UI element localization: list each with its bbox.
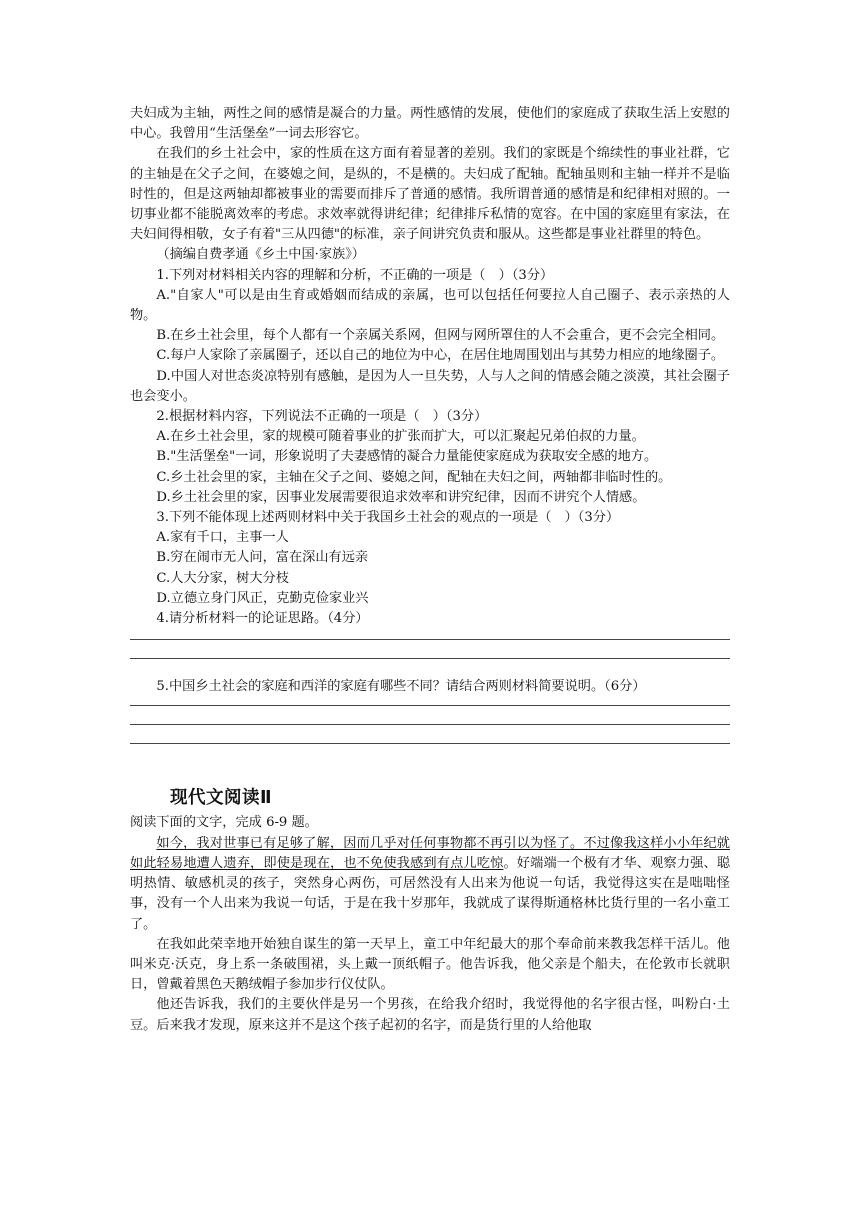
question-3-option-b: B.穷在闹市无人问，富在深山有远亲 — [156, 550, 369, 566]
question-1-option-c: C.每户人家除了亲属圈子，还以自己的地位为中心，在居住地周围划出与其势力相应的地缘圈子。 — [156, 348, 725, 364]
answer-line — [130, 705, 730, 706]
question-4-stem: 4.请分析材料一的论证思路。（4分） — [156, 611, 369, 627]
question-2-option-d: D.乡土社会里的家，因事业发展需要很追求效率和讲究纪律，因而不讲究个人情感。 — [156, 489, 646, 505]
answer-line — [130, 743, 730, 744]
question-2-option-b: B."生活堡垒"一词，形象说明了夫妻感情的凝合力量能使家庭成为获取安全感的地方。 — [156, 449, 658, 465]
answer-line — [130, 658, 730, 659]
material-paragraph-1: 夫妇成为主轴，两性之间的感情是凝合的力量。两性感情的发展，使他们的家庭成了获取生活上安慰的中心。我曾用“生活堡垒”一词去形容它。 — [130, 106, 730, 142]
material-source: （摘编自费孝通《乡土中国·家族》） — [156, 247, 365, 263]
passage-paragraph-2: 在我如此荣幸地开始独自谋生的第一天早上，童工中年纪最大的那个奉命前来教我怎样干活儿。他叫米克·沃克，身上系一条破围裙，头上戴一顶纸帽子。他告诉我，他父亲是个船夫，在伦敦市长就职日，曾戴着黑色天鹅绒帽子参加步行仪仗队。 — [130, 936, 730, 993]
question-1-option-d: D.中国人对世态炎凉特别有感触，是因为人一旦失势，人与人之间的情感会随之淡漠，其社会圈子也会变小。 — [130, 368, 730, 404]
question-1-option-a: A."自家人"可以是由生育或婚姻而结成的亲属，也可以包括任何要拉人自己圈子、表示亲热的人物。 — [130, 287, 730, 324]
answer-line — [130, 639, 730, 640]
section-instructions: 阅读下面的文字，完成 6-9 题。 — [130, 815, 318, 831]
question-1-option-b: B.在乡土社会里，每个人都有一个亲属关系网，但网与网所罩住的人不会重合，更不会完全相同。 — [156, 328, 725, 344]
passage-paragraph-1 — [130, 834, 730, 935]
question-2-option-a: A.在乡土社会里，家的规模可随着事业的扩张而扩大，可以汇聚起兄弟伯叔的力量。 — [156, 429, 645, 445]
section-title: 现代文阅读Ⅱ — [170, 788, 273, 809]
question-2-option-c: C.乡土社会里的家，主轴在父子之间、婆媳之间，配轴在夫妇之间，两轴都非临时性的。 — [156, 469, 672, 485]
underlined-passage: 如今，我对世事已有足够了解，因而几乎对任何事物都不再引以为怪了。不过像我这样小小年纪就如此轻易地遭人遗弃，即使是现在，也不免使我感到有点儿吃惊 — [130, 835, 730, 871]
passage-paragraph-1-rest: 。好端端一个极有才华、观察力强、聪明热情、敏感机灵的孩子，突然身心两伤，可居然没有人出来为他说一句话，我觉得这实在是咄咄怪事，没有一个人出来为我说一句话，于是在我十岁那年，我就成了谋得斯通格林比货行里的一名小童工了。 — [130, 855, 731, 932]
question-5-stem: 5.中国乡土社会的家庭和西洋的家庭有哪些不同？请结合两则材料简要说明。（6分） — [156, 679, 646, 695]
question-4-answer-area[interactable] — [130, 639, 730, 659]
answer-line — [130, 724, 730, 725]
question-3-option-d: D.立德立身门风正，克勤克俭家业兴 — [156, 590, 369, 606]
passage-paragraph-3: 他还告诉我，我们的主要伙伴是另一个男孩，在给我介绍时，我觉得他的名字很古怪，叫粉白·土豆。后来我才发现，原来这并不是这个孩子起初的名字，而是货行里的人给他取 — [130, 997, 730, 1033]
question-3-option-a: A.家有千口，主事一人 — [156, 530, 289, 546]
question-3-stem: 3.下列不能体现上述两则材料中关于我国乡土社会的观点的一项是（ ）（3分） — [156, 510, 620, 526]
exam-page — [130, 104, 730, 1036]
question-2-stem: 2.根据材料内容，下列说法不正确的一项是（ ）（3分） — [156, 409, 488, 425]
material-paragraph-2: 在我们的乡土社会中，家的性质在这方面有着显著的差别。我们的家既是个绵续性的事业社群，它的主轴是在父子之间，在婆媳之间，是纵的，不是横的。夫妇成了配轴。配轴虽则和主轴一样并不是临时性的，但是这两轴却都被事业的需要而排斥了普通的感情。我所谓普通的感情是和纪律相对照的。一切事业都不能脱离效率的考虑。求效率就得讲纪律；纪律排斥私情的宽容。在中国的家庭里有家法，在夫妇间得相敬，女子有着"三从四德"的标准，亲子间讲究负责和服从。这些都是事业社群里的特色。 — [130, 146, 730, 243]
question-5-answer-area[interactable] — [130, 705, 730, 744]
question-3-option-c: C.人大分家，树大分枝 — [156, 570, 289, 586]
question-1-stem: 1.下列对材料相关内容的理解和分析，不正确的一项是（ ）（3分） — [156, 267, 554, 283]
